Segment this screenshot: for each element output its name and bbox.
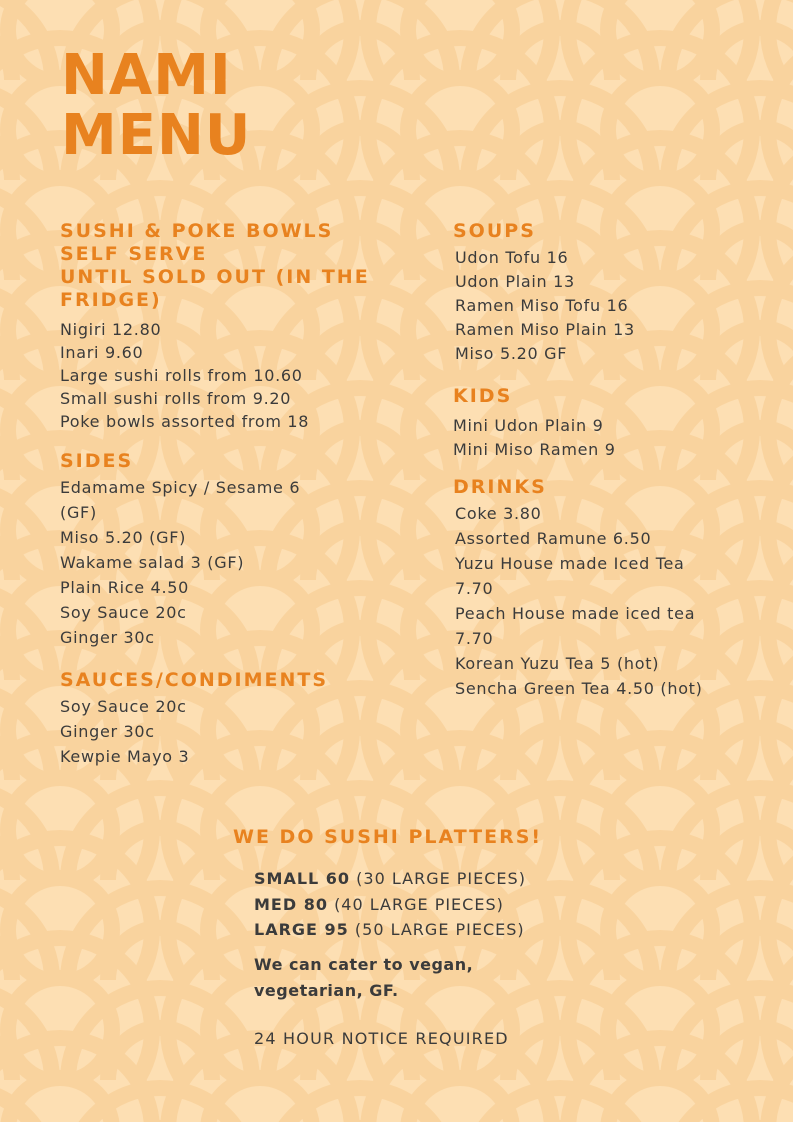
sushi-list <box>60 318 400 433</box>
menu-item: Poke bowls assorted from 18 <box>60 412 310 431</box>
platter-size: LARGE 95 <box>254 920 349 939</box>
menu-item: Peach House made iced tea <box>455 604 696 623</box>
drinks-list <box>453 501 753 701</box>
soups-heading: SOUPS <box>453 220 536 242</box>
menu-item: Ginger 30c <box>60 722 155 741</box>
menu-item: Mini Udon Plain 9 <box>453 416 604 435</box>
platters-list <box>254 866 614 943</box>
kids-section <box>453 385 753 462</box>
menu-item: Nigiri 12.80 <box>60 320 162 339</box>
drinks-section <box>453 476 753 701</box>
menu-item: Soy Sauce 20c <box>60 697 187 716</box>
menu-item: Assorted Ramune 6.50 <box>455 529 652 548</box>
menu-item: 7.70 <box>455 579 494 598</box>
platter-detail: (50 LARGE PIECES) <box>354 920 525 939</box>
kids-heading: KIDS <box>453 385 513 407</box>
menu-title <box>61 43 252 168</box>
menu-item: (GF) <box>60 503 97 522</box>
catering-line: vegetarian, GF. <box>254 981 399 1000</box>
platters-heading: WE DO SUSHI PLATTERS! <box>233 826 543 848</box>
menu-item: Wakame salad 3 (GF) <box>60 553 245 572</box>
menu-item: Korean Yuzu Tea 5 (hot) <box>455 654 660 673</box>
sushi-section <box>60 220 400 433</box>
heading-line: FRIDGE) <box>60 289 162 311</box>
title-line: MENU <box>61 103 252 168</box>
sauces-heading: SAUCES/CONDIMENTS <box>60 669 329 691</box>
menu-item: Large sushi rolls from 10.60 <box>60 366 303 385</box>
menu-item: Udon Tofu 16 <box>455 248 569 267</box>
catering-note <box>254 952 514 1004</box>
menu-item: Soy Sauce 20c <box>60 603 187 622</box>
title-line: NAMI <box>61 43 232 108</box>
heading-line: SUSHI & POKE BOWLS <box>60 220 334 242</box>
menu-item: Mini Miso Ramen 9 <box>453 440 616 459</box>
sides-heading: SIDES <box>60 450 134 472</box>
sauces-list <box>60 694 400 769</box>
menu-item: Inari 9.60 <box>60 343 144 362</box>
platter-item <box>254 892 614 918</box>
menu-item: Ramen Miso Plain 13 <box>455 320 635 339</box>
platter-size: MED 80 <box>254 894 328 914</box>
menu-item: Coke 3.80 <box>455 504 542 523</box>
heading-line: SELF SERVE <box>60 243 208 265</box>
soups-section <box>453 220 753 366</box>
menu-item: Ginger 30c <box>60 628 155 647</box>
menu-item: 7.70 <box>455 629 494 648</box>
notice-text: 24 HOUR NOTICE REQUIRED <box>254 1029 509 1048</box>
platter-detail: (40 LARGE PIECES) <box>334 894 504 914</box>
heading-line: UNTIL SOLD OUT (IN THE <box>60 266 370 288</box>
platter-item <box>254 866 614 892</box>
drinks-heading: DRINKS <box>453 476 547 498</box>
sushi-heading <box>60 220 400 312</box>
sides-section <box>60 450 400 650</box>
menu-item: Ramen Miso Tofu 16 <box>455 296 629 315</box>
platter-detail: (30 LARGE PIECES) <box>356 869 526 888</box>
soups-list <box>453 246 753 366</box>
menu-item: Sencha Green Tea 4.50 (hot) <box>455 679 703 698</box>
sauces-section <box>60 669 400 769</box>
platters-section <box>233 826 633 939</box>
menu-item: Kewpie Mayo 3 <box>60 747 190 766</box>
left-column <box>60 220 400 769</box>
menu-item: Miso 5.20 (GF) <box>60 528 187 547</box>
menu-item: Edamame Spicy / Sesame 6 <box>60 478 301 497</box>
platter-item <box>254 917 614 943</box>
menu-item: Miso 5.20 GF <box>455 344 568 363</box>
platter-size: SMALL 60 <box>254 869 351 888</box>
catering-line: We can cater to vegan, <box>254 955 474 974</box>
menu-item: Yuzu House made Iced Tea <box>455 554 685 573</box>
right-column <box>453 220 753 701</box>
menu-item: Small sushi rolls from 9.20 <box>60 389 292 408</box>
kids-list <box>453 414 753 462</box>
menu-item: Udon Plain 13 <box>455 272 575 291</box>
menu-item: Plain Rice 4.50 <box>60 578 189 597</box>
sides-list <box>60 475 400 650</box>
